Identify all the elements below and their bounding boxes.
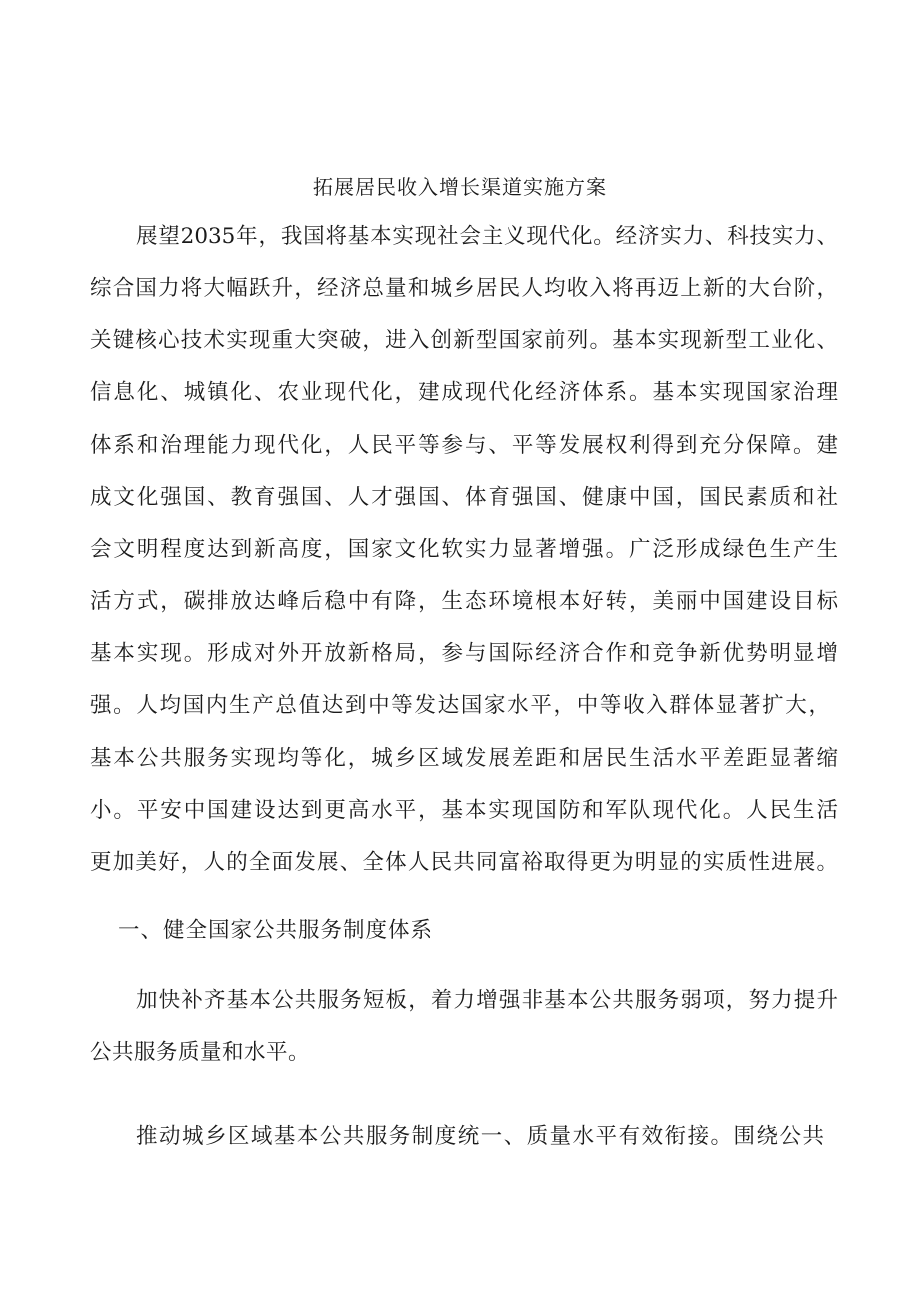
paragraph-2-line-1: 加快补齐基本公共服务短板，着力增强非基本公共服务弱项，努力提升 [136, 988, 838, 1013]
intro-line-8: 活方式，碳排放达峰后稳中有降，生态环境根本好转，美丽中国建设目标 [90, 589, 838, 614]
intro-line-4: 信息化、城镇化、农业现代化，建成现代化经济体系。基本实现国家治理 [90, 380, 838, 405]
paragraph-3-line-1: 推动城乡区域基本公共服务制度统一、质量水平有效衔接。围绕公共 [136, 1124, 824, 1149]
intro-line-9: 基本实现。形成对外开放新格局，参与国际经济合作和竞争新优势明显增 [90, 641, 838, 666]
intro-line-2: 综合国力将大幅跃升，经济总量和城乡居民人均收入将再迈上新的大台阶， [90, 276, 838, 301]
paragraph-2-line-2: 公共服务质量和水平。 [90, 1040, 311, 1065]
intro-line-6: 成文化强国、教育强国、人才强国、体育强国、健康中国，国民素质和社 [90, 485, 838, 510]
intro-line-13: 更加美好，人的全面发展、全体人民共同富裕取得更为明显的实质性进展。 [90, 850, 838, 875]
intro-line-5: 体系和治理能力现代化，人民平等参与、平等发展权利得到充分保障。建 [90, 433, 838, 458]
intro-line-11: 基本公共服务实现均等化，城乡区域发展差距和居民生活水平差距显著缩 [90, 746, 838, 771]
intro-line-7: 会文明程度达到新高度，国家文化软实力显著增强。广泛形成绿色生产生 [90, 537, 838, 562]
intro-line-1: 展望2035年，我国将基本实现社会主义现代化。经济实力、科技实力、 [136, 224, 838, 249]
intro-line-12: 小。平安中国建设达到更高水平，基本实现国防和军队现代化。人民生活 [90, 798, 838, 823]
section-heading: 一、健全国家公共服务制度体系 [118, 918, 434, 943]
intro-line-3: 关键核心技术实现重大突破，进入创新型国家前列。基本实现新型工业化、 [90, 328, 838, 353]
intro-line-10: 强。人均国内生产总值达到中等发达国家水平，中等收入群体显著扩大， [90, 693, 830, 718]
document-title: 拓展居民收入增长渠道实施方案 [313, 175, 607, 199]
